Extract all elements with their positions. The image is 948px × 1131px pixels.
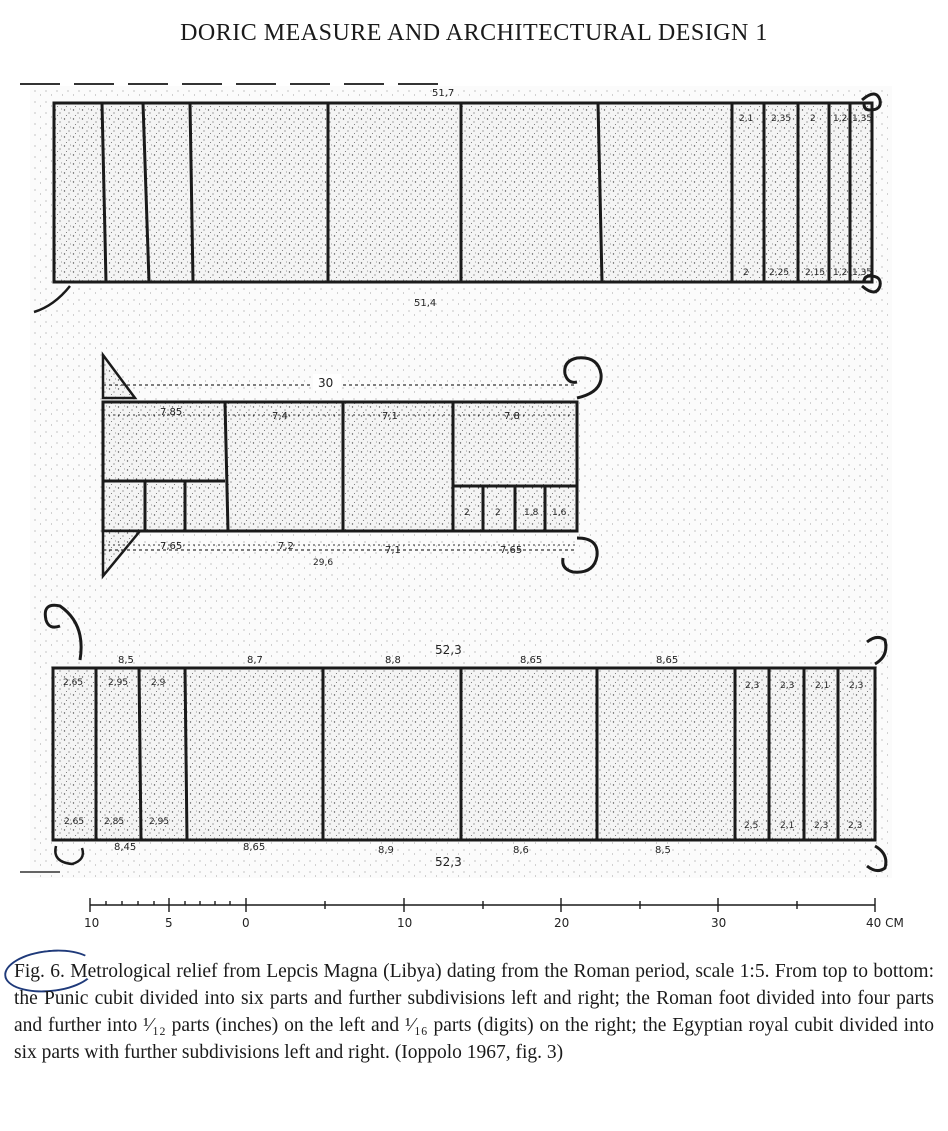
figure-caption — [14, 958, 934, 1066]
middle-top-label: 7,4 — [272, 411, 288, 422]
scale-tick-label: 20 — [554, 916, 570, 930]
bottom-left-label: 2,65 — [63, 678, 84, 688]
figure-caption-text: Metrological relief from Lepcis Magna (Libya) dating from the Roman period, scale 1:5. From top to bottom: the Punic cubit divided into six parts and further subdivisions left and right; the Roman foot divided into four parts and further into ¹⁄₁₂ parts (inches) on the left and ¹⁄₁₆ parts (digits) on the right; the Egyptian royal cubit divided into six parts with further subdivisions left and right. (Ioppolo 1967, fig. 3) — [14, 961, 935, 1063]
top-right-label: 1,35 — [852, 114, 873, 124]
top-ruler-punic-cubit — [20, 84, 880, 312]
bottom-left-bottom-label: 2,95 — [149, 817, 170, 827]
middle-ruler-total-top: 30 — [318, 376, 334, 390]
top-right-bottom-label: 2 — [743, 268, 749, 278]
figure-label: Fig. 6. — [14, 961, 65, 982]
scale-tick-label: 0 — [242, 916, 250, 930]
bottom-right-bottom-label: 2,1 — [780, 821, 795, 831]
top-right-label: 2,35 — [771, 114, 792, 124]
top-ruler-total-bottom: 51,4 — [414, 298, 437, 309]
middle-top-label: 7,85 — [160, 407, 183, 418]
scale-tick-label: 5 — [165, 916, 173, 930]
bottom-bottom-label: 8,45 — [114, 842, 137, 853]
bottom-bottom-label: 8,9 — [378, 845, 394, 856]
middle-bottom-label: 7,2 — [278, 541, 294, 552]
bottom-ruler-total-top: 52,3 — [435, 643, 462, 657]
bottom-right-label: 2,1 — [815, 681, 830, 691]
middle-bottom-label: 7,65 — [500, 545, 523, 556]
bottom-right-label: 2,3 — [849, 681, 864, 691]
bottom-top-label: 8,5 — [118, 655, 134, 666]
top-right-label: 2 — [810, 114, 816, 124]
top-right-label: 1,2 — [833, 114, 848, 124]
top-right-bottom-label: 2,25 — [769, 268, 790, 278]
bottom-right-bottom-label: 2,5 — [744, 821, 759, 831]
bottom-top-label: 8,8 — [385, 655, 401, 666]
bottom-right-bottom-label: 2,3 — [814, 821, 829, 831]
scale-tick-label: 30 — [711, 916, 727, 930]
top-right-bottom-label: 2,15 — [805, 268, 826, 278]
top-right-bottom-label: 1,2 — [833, 268, 848, 278]
top-right-bottom-label: 1,35 — [852, 268, 873, 278]
top-right-label: 2,1 — [739, 114, 754, 124]
top-ruler-total-top: 51,7 — [432, 88, 455, 99]
scale-tick-label: 40 CM — [866, 916, 904, 930]
scale-tick-label: 10 — [84, 916, 100, 930]
middle-right-small-label: 1,6 — [552, 508, 567, 518]
middle-ruler-total-bottom: 29,6 — [313, 558, 334, 568]
middle-top-label: 7,8 — [504, 411, 520, 422]
bottom-left-label: 2,95 — [108, 678, 129, 688]
bottom-top-label: 8,65 — [520, 655, 543, 666]
bottom-right-label: 2,3 — [780, 681, 795, 691]
bottom-right-bottom-label: 2,3 — [848, 821, 863, 831]
middle-right-small-label: 2 — [495, 508, 501, 518]
scale-bar — [84, 898, 904, 930]
bottom-top-label: 8,7 — [247, 655, 263, 666]
middle-right-small-label: 2 — [464, 508, 470, 518]
middle-bottom-label: 7,1 — [385, 545, 401, 556]
scale-tick-label: 10 — [397, 916, 413, 930]
bottom-bottom-label: 8,65 — [243, 842, 266, 853]
middle-bottom-label: 7,65 — [160, 541, 183, 552]
page-header: DORIC MEASURE AND ARCHITECTURAL DESIGN 1 — [180, 20, 768, 46]
bottom-bottom-label: 8,5 — [655, 845, 671, 856]
bottom-left-bottom-label: 2,65 — [64, 817, 85, 827]
bottom-bottom-label: 8,6 — [513, 845, 529, 856]
bottom-top-label: 8,65 — [656, 655, 679, 666]
bottom-left-label: 2,9 — [151, 678, 166, 688]
bottom-ruler-total-bottom: 52,3 — [435, 855, 462, 869]
bottom-left-bottom-label: 2,85 — [104, 817, 125, 827]
bottom-right-label: 2,3 — [745, 681, 760, 691]
middle-right-small-label: 1,8 — [524, 508, 539, 518]
middle-top-label: 7,1 — [382, 411, 398, 422]
